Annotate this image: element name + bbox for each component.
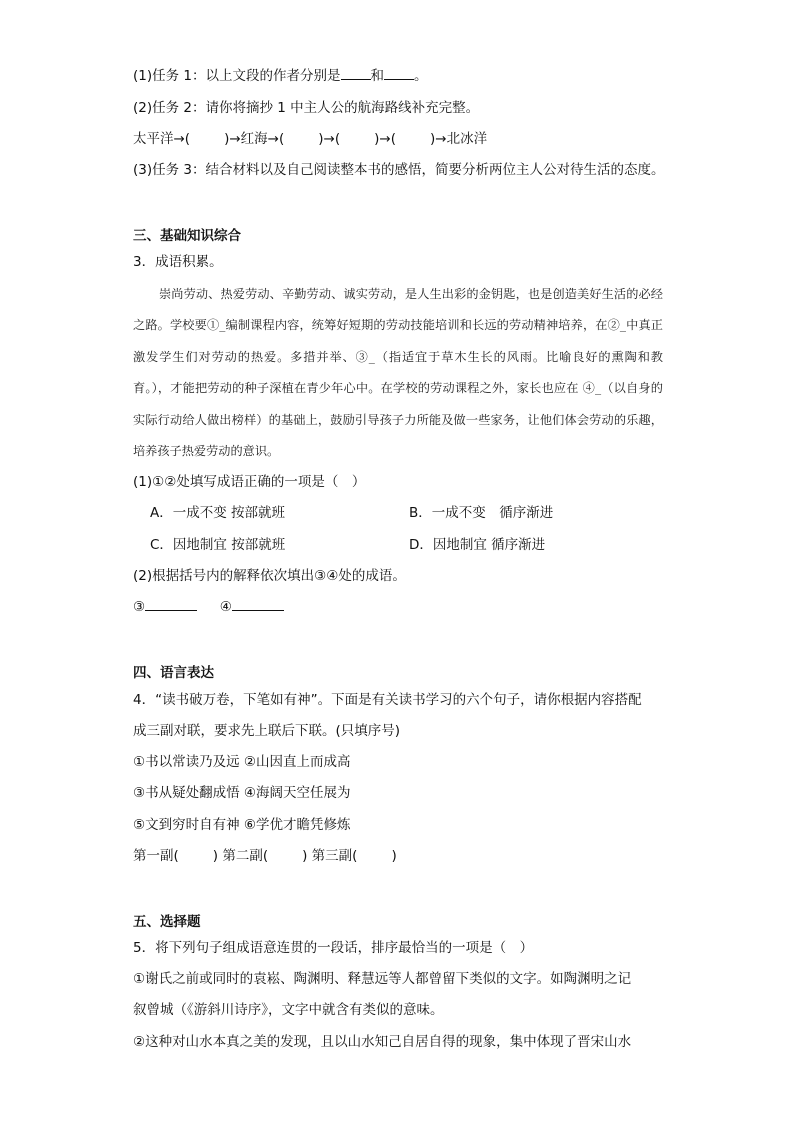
q3-title: 3．成语积累。 bbox=[133, 254, 223, 270]
couplet-row-3: ⑤文到穷时自有神 ⑥学优才瞻凭修炼 bbox=[133, 817, 351, 833]
q3-sub1: (1)①②处填写成语正确的一项是（ ） bbox=[133, 474, 366, 490]
answer-blank[interactable] bbox=[341, 67, 371, 80]
blanks-line: ③ ④ bbox=[133, 597, 284, 617]
section3-title: 三、基础知识综合 bbox=[133, 228, 241, 244]
task1-line: (1)任务 1：以上文段的作者分别是 和 。 bbox=[133, 68, 428, 84]
q4-line2: 成三副对联，要求先上联后下联。(只填序号) bbox=[133, 723, 401, 739]
answer-blank[interactable] bbox=[145, 598, 197, 611]
section5-title: 五、选择题 bbox=[133, 914, 201, 930]
q5-title: 5．将下列句子组成语意连贯的一段话，排序最恰当的一项是（ ） bbox=[133, 940, 534, 956]
q3-sub2: (2)根据括号内的解释依次填出③④处的成语。 bbox=[133, 568, 406, 584]
task2-line: (2)任务 2：请你将摘抄 1 中主人公的航海路线补充完整。 bbox=[133, 100, 480, 116]
option-c[interactable]: C．因地制宜 按部就班 bbox=[150, 537, 286, 553]
section4-title: 四、语言表达 bbox=[133, 665, 214, 681]
option-d[interactable]: D．因地制宜 循序渐进 bbox=[409, 537, 546, 553]
couplet-row-2: ③书从疑处翻成悟 ④海阔天空任展为 bbox=[133, 785, 351, 801]
option-a[interactable]: A．一成不变 按部就班 bbox=[150, 505, 286, 521]
answer-blank[interactable] bbox=[384, 67, 414, 80]
sentence-2-line1: ②这种对山水本真之美的发现，且以山水知己自居自得的现象，集中体现了晋宋山水 bbox=[133, 1034, 632, 1050]
couplet-answer-line: 第一副( ) 第二副( ) 第三副( ) bbox=[133, 848, 397, 864]
option-b[interactable]: B．一成不变 循序渐进 bbox=[409, 505, 554, 521]
sentence-1-line2: 叙曾城（《游斜川诗序》，文字中就含有类似的意味。 bbox=[133, 1002, 444, 1018]
sentence-1-line1: ①谢氏之前或同时的袁崧、陶渊明、释慧远等人都曾留下类似的文字。如陶渊明之记 bbox=[133, 971, 632, 987]
task3-line: (3)任务 3：结合材料以及自己阅读整本书的感悟，简要分析两位主人公对待生活的态度。 bbox=[133, 162, 665, 178]
passage-text: 崇尚劳动、热爱劳动、辛勤劳动、诚实劳动，是人生出彩的金钥匙，也是创造美好生活的必经之路。学校要①_编制课程内容，统筹好短期的劳动技能培训和长远的劳动精神培养，在②_中真正激发学生们对劳动的热爱。多措并举、③_（指适宜于草木生长的风雨。比喻良好的熏陶和教育。），才能把劳动的种子深植在青少年心中。在学校的劳动课程之外，家长也应在 ④_（以自身的实际行动给人做出榜样）的基础上，鼓励引导孩子力所能及做一些家务，让他们体会劳动的乐趣，培养孩子热爱劳动的意识。 bbox=[133, 287, 663, 459]
answer-blank[interactable] bbox=[232, 598, 284, 611]
couplet-row-1: ①书以常读乃及远 ②山因直上而成高 bbox=[133, 754, 351, 770]
idiom-passage bbox=[133, 279, 663, 467]
route-line: 太平洋→( )→红海→( )→( )→( )→北冰洋 bbox=[133, 131, 488, 147]
q4-line1: 4．“读书破万卷，下笔如有神”。下面是有关读书学习的六个句子，请你根据内容搭配 bbox=[133, 692, 642, 708]
